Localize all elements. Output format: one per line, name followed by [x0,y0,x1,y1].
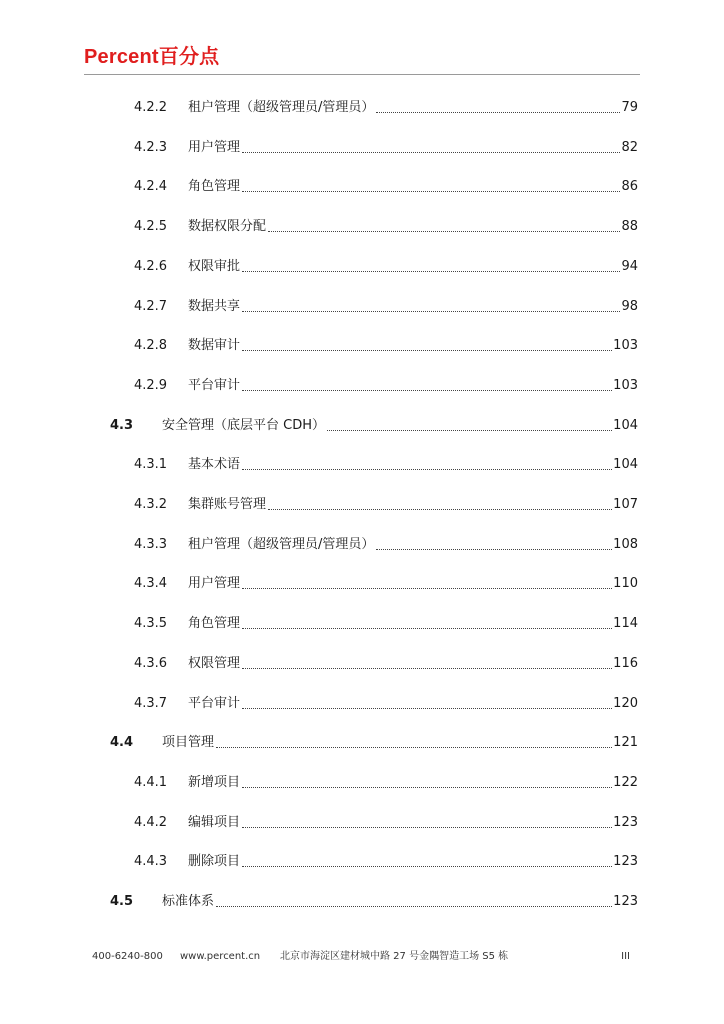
toc-entry-number: 4.2.3 [134,140,168,155]
toc-entry-number: 4.2.9 [134,378,168,393]
toc-dot-leader [216,747,612,748]
toc-entry-page: 79 [621,100,638,115]
toc-entry-number: 4.3.5 [134,616,168,631]
toc-entry[interactable] [134,693,638,713]
toc-entry-number: 4.4.3 [134,854,168,869]
toc-entry-page: 98 [621,299,638,314]
toc-entry[interactable] [134,256,638,276]
toc-dot-leader [242,311,620,312]
toc-dot-leader [242,866,612,867]
toc-entry-title: 新增项目 [188,775,241,790]
toc-entry-page: 104 [613,418,638,433]
toc-entry[interactable] [134,335,638,355]
toc-entry-number: 4.2.2 [134,100,168,115]
toc-dot-leader [242,827,612,828]
toc-entry[interactable] [110,415,638,435]
footer-address: 北京市海淀区建材城中路 27 号金隅智造工场 S5 栋 [280,951,509,962]
toc-dot-leader [242,191,620,192]
toc-entry-title: 数据权限分配 [188,219,267,234]
toc-entry-number: 4.4.1 [134,775,168,790]
toc-dot-leader [242,271,620,272]
toc-entry-number: 4.2.4 [134,179,168,194]
toc-entry-title: 租户管理（超级管理员/管理员） [188,537,375,552]
toc-entry-number: 4.4 [110,735,134,750]
toc-entry-page: 116 [613,656,638,671]
toc-dot-leader [268,231,620,232]
toc-entry-number: 4.3.1 [134,457,168,472]
toc-dot-leader [242,628,612,629]
toc-entry[interactable] [134,375,638,395]
toc-entry[interactable] [134,216,638,236]
toc-entry-number: 4.2.6 [134,259,168,274]
toc-dot-leader [376,112,620,113]
toc-dot-leader [327,430,612,431]
toc-entry-page: 94 [621,259,638,274]
footer-page-number: III [621,951,630,962]
toc-entry-page: 104 [613,457,638,472]
toc-entry-page: 103 [613,378,638,393]
toc-entry-number: 4.3.3 [134,537,168,552]
toc-entry-number: 4.2.7 [134,299,168,314]
toc-entry-title: 角色管理 [188,179,241,194]
toc-dot-leader [242,350,612,351]
toc-entry[interactable] [134,454,638,474]
toc-entry-page: 86 [621,179,638,194]
toc-entry-page: 123 [613,854,638,869]
toc-entry-title: 平台审计 [188,696,241,711]
toc-entry-number: 4.3.7 [134,696,168,711]
toc-dot-leader [242,390,612,391]
toc-entry[interactable] [134,772,638,792]
toc-entry-title: 用户管理 [188,576,241,591]
toc-entry-number: 4.4.2 [134,815,168,830]
toc-entry-number: 4.3 [110,418,134,433]
page-header [84,44,640,75]
toc-entry[interactable] [134,534,638,554]
toc-dot-leader [242,787,612,788]
toc-entry-number: 4.2.8 [134,338,168,353]
toc-dot-leader [242,668,612,669]
toc-entry[interactable] [134,613,638,633]
toc-entry[interactable] [110,732,638,752]
toc-entry-title: 标准体系 [162,894,215,909]
toc-entry-title: 角色管理 [188,616,241,631]
toc-entry-title: 平台审计 [188,378,241,393]
toc-dot-leader [216,906,612,907]
toc-entry[interactable] [134,653,638,673]
toc-entry[interactable] [134,851,638,871]
percent-logo: Percent百分点 [84,46,220,68]
toc-entry-title: 租户管理（超级管理员/管理员） [188,100,375,115]
toc-entry-title: 安全管理（底层平台 CDH） [162,418,325,433]
toc-dot-leader [268,509,612,510]
toc-entry-page: 108 [613,537,638,552]
toc-entry[interactable] [110,891,638,911]
toc-entry-page: 122 [613,775,638,790]
toc-entry-title: 数据审计 [188,338,241,353]
toc-entry[interactable] [134,137,638,157]
toc-entry-number: 4.3.4 [134,576,168,591]
footer-website[interactable]: www.percent.cn [180,951,261,962]
toc-entry[interactable] [134,296,638,316]
toc-entry-page: 123 [613,815,638,830]
toc-entry[interactable] [134,97,638,117]
toc-dot-leader [376,549,612,550]
toc-entry-title: 删除项目 [188,854,241,869]
toc-entry-title: 编辑项目 [188,815,241,830]
toc-entry-title: 权限审批 [188,259,241,274]
footer-phone: 400-6240-800 [92,951,163,962]
toc-entry-page: 110 [613,576,638,591]
toc-entry-page: 88 [621,219,638,234]
toc-entry-title: 权限管理 [188,656,241,671]
toc-dot-leader [242,469,612,470]
toc-entry-title: 项目管理 [162,735,215,750]
toc-entry[interactable] [134,176,638,196]
toc-entry-page: 82 [621,140,638,155]
toc-dot-leader [242,588,612,589]
toc-entry-page: 120 [613,696,638,711]
toc-entry-page: 121 [613,735,638,750]
toc-entry-title: 用户管理 [188,140,241,155]
page-footer [92,949,636,965]
toc-entry-number: 4.3.2 [134,497,168,512]
toc-entry-title: 基本术语 [188,457,241,472]
toc-entry-page: 123 [613,894,638,909]
toc-entry-page: 107 [613,497,638,512]
toc-entry-number: 4.5 [110,894,134,909]
toc-entry[interactable] [134,812,638,832]
toc-entry[interactable] [134,573,638,593]
toc-entry-number: 4.2.5 [134,219,168,234]
toc-dot-leader [242,708,612,709]
toc-entry-title: 集群账号管理 [188,497,267,512]
toc-entry-page: 103 [613,338,638,353]
toc-entry[interactable] [134,494,638,514]
toc-dot-leader [242,152,620,153]
toc-entry-page: 114 [613,616,638,631]
toc-entry-title: 数据共享 [188,299,241,314]
toc-entry-number: 4.3.6 [134,656,168,671]
